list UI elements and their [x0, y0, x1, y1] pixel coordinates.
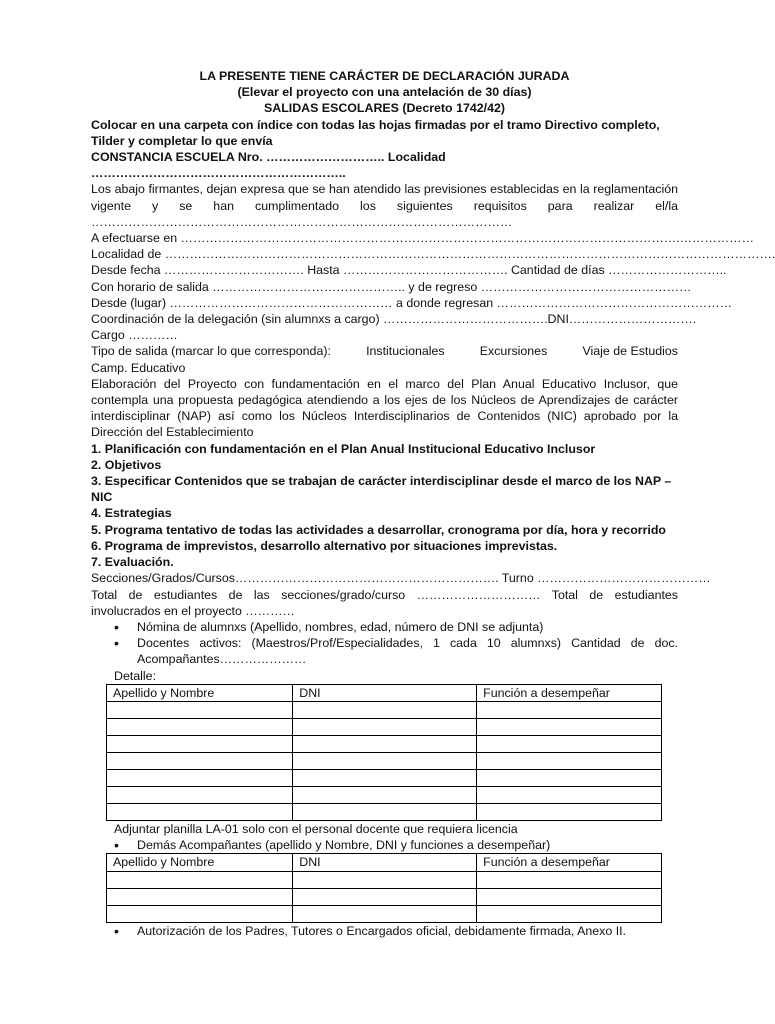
tipo-salida-row: [91, 343, 678, 359]
table-row: [107, 735, 662, 752]
field-a-efectuarse: A efectuarse en ………………………………………………………………………………………………………….………………: [91, 231, 754, 246]
field-localidad: Localidad de ………………………………………………………………………………………………………………………………….: [91, 247, 775, 262]
table-cell[interactable]: [107, 769, 293, 786]
tipo-option-viaje[interactable]: Viaje de Estudios: [582, 344, 678, 359]
table-row: [107, 888, 662, 905]
field-desde-fecha: Desde fecha ……………………………. Hasta …………………………………. Cantidad de días ………………………..: [91, 263, 727, 278]
table-cell[interactable]: [477, 905, 662, 922]
table-row: [107, 752, 662, 769]
table-cell[interactable]: [107, 871, 293, 888]
table-cell[interactable]: [477, 718, 662, 735]
table-cell[interactable]: [477, 701, 662, 718]
table-cell[interactable]: [107, 701, 293, 718]
table-cell[interactable]: [107, 718, 293, 735]
tipo-option-campamento[interactable]: Camp. Educativo: [91, 360, 186, 375]
item-programa: 5. Programa tentativo de todas las actividades a desarrollar, cronograma por día, hora y recorrido: [91, 522, 666, 537]
table-cell[interactable]: [477, 769, 662, 786]
acompanantes-table: [106, 853, 662, 922]
table-row: [107, 905, 662, 922]
header-declaracion: LA PRESENTE TIENE CARÁCTER DE DECLARACIÓN JURADA: [199, 69, 570, 83]
table-cell[interactable]: [293, 786, 477, 803]
col-funcion: Función a desempeñar: [477, 684, 662, 701]
header-antelacion: (Elevar el proyecto con una antelación de 30 días): [237, 85, 532, 100]
requirements-list: [91, 619, 678, 668]
field-coordinacion: Coordinación de la delegación (sin alumnxs a cargo) ………………………………….DNI………………………….: [91, 312, 697, 327]
docentes-table: [106, 684, 662, 821]
acompanantes-list: [91, 837, 678, 853]
item-imprevistos: 6. Programa de imprevistos, desarrollo alternativo por situaciones imprevistas.: [91, 538, 558, 553]
table-cell[interactable]: [477, 735, 662, 752]
table-cell[interactable]: [293, 769, 477, 786]
bullet-docentes: • Docentes activos: (Maestros/Prof/Especialidades, 1 cada 10 alumnxs) Cantidad de doc. Acompañantes…………………: [91, 635, 678, 667]
table-cell[interactable]: [107, 735, 293, 752]
table-row: [107, 803, 662, 820]
col-apellido-nombre: Apellido y Nombre: [107, 684, 293, 701]
table-row: [107, 718, 662, 735]
tipo-option-institucionales[interactable]: Institucionales: [366, 344, 445, 359]
table-cell[interactable]: [293, 905, 477, 922]
table-cell[interactable]: [107, 752, 293, 769]
bullet-autorizacion: • Autorización de los Padres, Tutores o Encargados oficial, debidamente firmada, Anexo II.: [91, 923, 678, 939]
item-planificacion: 1. Planificación con fundamentación en el Plan Anual Institucional Educativo Inclusor: [91, 441, 596, 456]
detalle-label: Detalle:: [114, 668, 157, 683]
autorizacion-list: [91, 923, 678, 939]
table-header-row: [107, 854, 662, 871]
secciones-line: Secciones/Grados/Cursos………………………………………………………. Turno ……………………………………: [91, 571, 711, 586]
document-content: [91, 68, 775, 939]
item-evaluacion: 7. Evaluación.: [91, 555, 174, 570]
table-cell[interactable]: [293, 803, 477, 820]
field-cargo: Cargo …………: [91, 328, 178, 343]
proyecto-paragraph: Elaboración del Proyecto con fundamentación en el marco del Plan Anual Educativo Inclusor, que contempla una propuesta pedagógica atendiendo a los ejes de los Núcleos de Aprendizajes de carácter interdisciplinar (NAP) así como los Núcleos Interdisciplinarios de Contenidos (NIC) aprobado por la Dirección del Establecimiento: [91, 376, 678, 440]
adjuntar-planilla: Adjuntar planilla LA-01 solo con el personal docente que requiera licencia: [114, 821, 518, 836]
field-desde-lugar: Desde (lugar) ……………………………………………… a donde regresan …………………………………………………: [91, 295, 732, 310]
item-estrategias: 4. Estrategias: [91, 506, 172, 521]
table-row: [107, 701, 662, 718]
table-cell[interactable]: [293, 888, 477, 905]
table-cell[interactable]: [293, 752, 477, 769]
table-cell[interactable]: [477, 803, 662, 820]
col-funcion: Función a desempeñar: [477, 854, 662, 871]
col-apellido-nombre: Apellido y Nombre: [107, 854, 293, 871]
firmantes-paragraph: Los abajo firmantes, dejan expresa que se han atendido las previsiones establecidas en la reglamentación vigente y se han cumplimentado los siguientes requisitos para realizar el/la …………………………………………………………………………………………: [91, 182, 678, 229]
table-cell[interactable]: [107, 888, 293, 905]
table-row: [107, 769, 662, 786]
table-cell[interactable]: [293, 701, 477, 718]
tipo-option-excursiones[interactable]: Excursiones: [479, 344, 548, 359]
table-cell[interactable]: [477, 752, 662, 769]
tipo-salida-label: Tipo de salida (marcar lo que corresponda):: [91, 344, 331, 359]
col-dni: DNI: [293, 684, 477, 701]
table-cell[interactable]: [107, 905, 293, 922]
bullet-acompanantes: • Demás Acompañantes (apellido y Nombre, DNI y funciones a desempeñar): [91, 837, 678, 853]
table-cell[interactable]: [293, 735, 477, 752]
table-row: [107, 786, 662, 803]
table-cell[interactable]: [477, 871, 662, 888]
item-contenidos: 3. Especificar Contenidos que se trabajan de carácter interdisciplinar desde el marco de los NAP – NIC: [91, 474, 672, 505]
item-objetivos: 2. Objetivos: [91, 457, 162, 472]
instructions-text: Colocar en una carpeta con índice con todas las hojas firmadas por el tramo Directivo completo, Tilder y completar lo que envía: [91, 117, 660, 148]
constancia-line: CONSTANCIA ESCUELA Nro. ……………………….. Localidad ……………………………………………………..: [91, 150, 446, 181]
table-row: [107, 871, 662, 888]
col-dni: DNI: [293, 854, 477, 871]
bullet-nomina: • Nómina de alumnxs (Apellido, nombres, edad, número de DNI se adjunta): [91, 619, 678, 635]
total-estudiantes: Total de estudiantes de las secciones/grado/curso ………………………… Total de estudiantes involucrados en el proyecto …………: [91, 587, 678, 618]
table-cell[interactable]: [107, 803, 293, 820]
table-cell[interactable]: [477, 888, 662, 905]
header-decreto: SALIDAS ESCOLARES (Decreto 1742/42): [263, 101, 505, 116]
table-cell[interactable]: [293, 718, 477, 735]
field-horario: Con horario de salida ……………………………………….. y de regreso ……………………………………………: [91, 279, 692, 294]
table-header-row: [107, 684, 662, 701]
table-cell[interactable]: [107, 786, 293, 803]
table-cell[interactable]: [293, 871, 477, 888]
table-cell[interactable]: [477, 786, 662, 803]
